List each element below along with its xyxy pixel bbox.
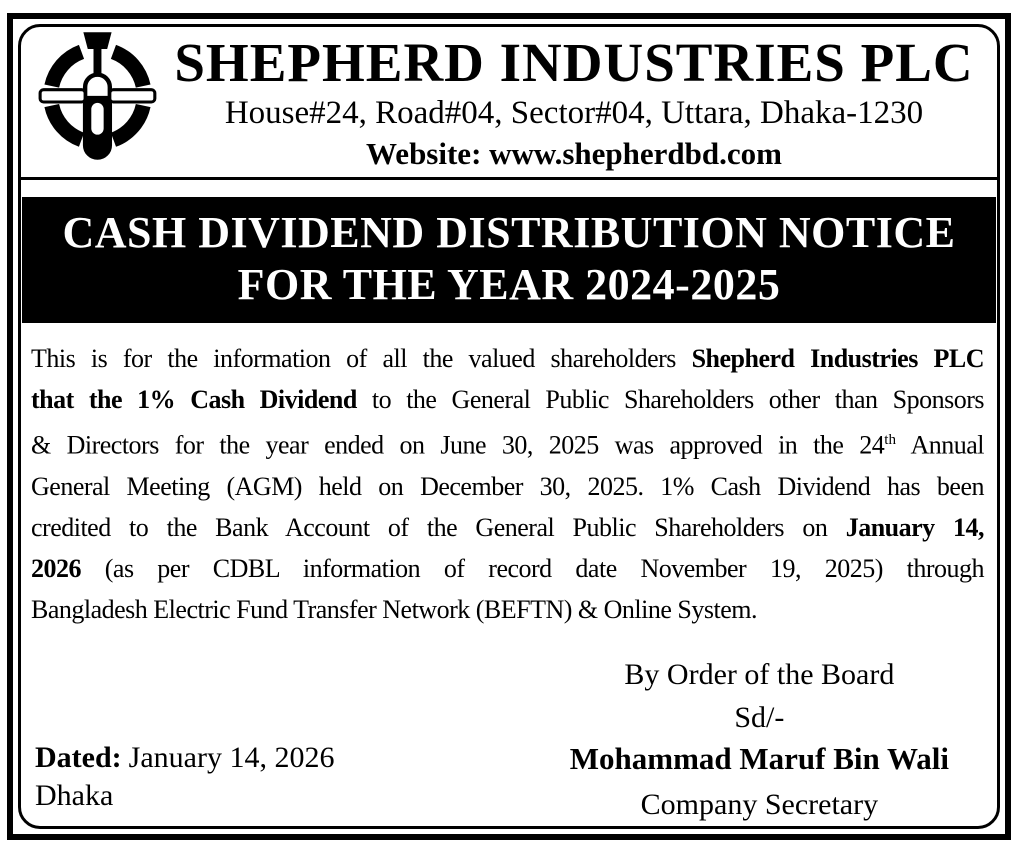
dated-block [35,739,334,815]
letterhead-text [167,33,987,172]
by-order-line: By Order of the Board [624,657,895,691]
dated-line [35,739,334,777]
notice-body-line: This is for the information of all the valued shareholders Shepherd Industries PLC [31,344,984,373]
notice-body-line: that the 1% Cash Dividend to the General Public Shareholders other than Sponsors [31,385,984,414]
page-frame-inner [18,24,1000,829]
shepherd-logo-icon [37,27,165,177]
notice-footer [21,630,997,829]
company-address: House#24, Road#04, Sector#04, Uttara, Dhaka-1230 [224,95,924,132]
place-line: Dhaka [35,778,114,812]
company-name: SHEPHERD INDUSTRIES PLC [174,31,974,93]
secretary-title: Company Secretary [640,787,879,821]
title-line-2: FOR THE YEAR 2024-2025 [237,260,781,309]
company-logo [35,27,167,177]
page-frame-outer [7,13,1011,840]
dated-value: January 14, 2026 [128,740,335,774]
secretary-name: Mohammad Maruf Bin Wali [569,740,949,776]
notice-body-line: Bangladesh Electric Fund Transfer Network (BEFTN) & Online System. [31,594,757,624]
notice-body-line: & Directors for the year ended on June 30, 2025 was approved in the 24th Annual [31,430,985,460]
letterhead [21,27,997,180]
notice-body [21,323,997,630]
notice-body-line: 2026 (as per CDBL information of record date November 19, 2025) through [31,553,984,583]
notice-body-line: credited to the Bank Account of the General Public Shareholders on January 14, [31,512,984,542]
title-line-1: CASH DIVIDEND DISTRIBUTION NOTICE [62,208,956,257]
notice-title-banner [22,197,996,323]
notice-body-line: General Meeting (AGM) held on December 30, 2025. 1% Cash Dividend has been [31,471,984,501]
sd-line: Sd/- [734,700,785,734]
signature-block [570,656,949,823]
company-website: Website: www.shepherdbd.com [366,135,782,171]
dated-label: Dated: [35,740,122,774]
